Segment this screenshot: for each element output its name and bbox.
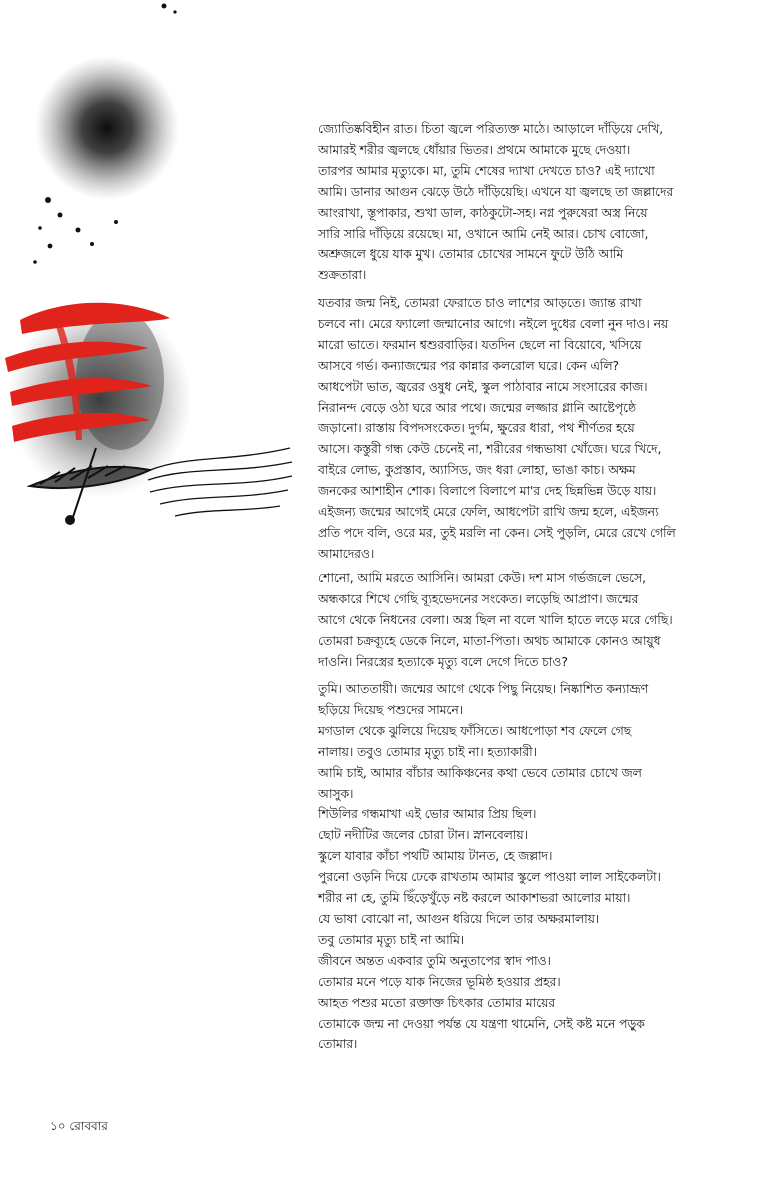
text-line: তোমরা চক্রব্যূহে ডেকে নিলে, মাতা-পিতা। অথচ আমাকে কোনও আয়ুধ — [318, 632, 661, 648]
text-line: জ্যোতিষ্কবিহীন রাত। চিতা জ্বলে পরিত্যক্ত মাঠে। আড়ালে দাঁড়িয়ে দেখি, — [318, 121, 664, 136]
text-line: আমারই শরীর জ্বলছে ধোঁয়ার ভিতর। প্রথমে আমাকে মুছে দেওয়া। — [318, 141, 631, 157]
poem-stanza-2 — [318, 293, 763, 565]
poem-stanza-3 — [318, 568, 763, 673]
text-line: আসে। কস্তুরী গন্ধ কেউ চেনেই না, শরীরের গন্ধভাষা খোঁজে। ঘরে খিদে, — [318, 441, 662, 457]
text-line: মারো ভাতে। ফরমান শ্বশুরবাড়ির। যতদিন ছেলে না বিয়োবে, খসিয়ে — [318, 336, 642, 352]
text-line: ছোট নদীটির জলের চোরা টান। স্নানবেলায়। — [318, 827, 528, 843]
text-line: আংরাখা, স্তূপাকার, শুখা ডাল, কাঠকুটো-সহ। নগ্ন পুরুষেরা অস্ত্র নিয়ে — [318, 204, 648, 220]
text-line: তোমাকে জন্ম না দেওয়া পর্যন্ত যে যন্ত্রণা থামেনি, সেই কষ্ট মনে পড়ুক — [318, 1015, 645, 1031]
text-line: সারি সারি দাঁড়িয়ে রয়েছে। মা, ওখানে আমি নেই আর। চোখ বোজো, — [318, 225, 649, 241]
text-line: জনকের আশাহীন শোক। বিলাপে বিলাপে মা'র দেহ ছিন্নভিন্ন উড়ে যায়। — [318, 483, 657, 499]
text-line: এইজন্য জন্মের আগেই মেরে ফেলি, আধপেটা রাখি জন্ম হলে, এইজন্য — [318, 504, 659, 520]
black-sun-blot — [35, 56, 179, 200]
text-line: মগডাল থেকে ঝুলিয়ে দিয়েছ ফাঁসিতে। আধপোড়া শব ফেলে গেছ — [318, 722, 632, 738]
text-line: নালায়। তবুও তোমার মৃত্যু চাই না। হত্যাকারী। — [318, 743, 537, 759]
text-line: আসবে গর্ভ। কন্যাজন্মের পর কান্নার কলরোল ঘরে। কেন এলি? — [318, 357, 619, 373]
text-line: স্কুলে যাবার কাঁচা পথটি আমায় টানত, হে জল্লাদ। — [318, 848, 553, 864]
text-line: শোনো, আমি মরতে আসিনি। আমরা কেউ। দশ মাস গর্ভজলে ভেসে, — [318, 570, 646, 585]
text-line: তুমি। আততায়ী। জন্মের আগে থেকে পিছু নিয়েছ। নিষ্কাশিত কন্যাভ্রূণ — [318, 681, 649, 696]
text-line: শরীর না হে, তুমি ছিঁড়েখুঁড়ে নষ্ট করলে আকাশভরা আলোর মায়া। — [318, 890, 631, 906]
text-line: তারপর আমার মৃত্যুকে। মা, তুমি শেষের দ্যাখা দেখতে চাও? এই দ্যাখো — [318, 162, 655, 178]
text-line: তবু তোমার মৃত্যু চাই না আমি। — [318, 931, 465, 947]
text-line: আহত পশুর মতো রক্তাক্ত চিৎকার তোমার মায়ের — [318, 994, 556, 1010]
text-line: বাইরে লোভ, কুপ্রস্তাব, অ্যাসিড, জং ধরা লোহা, ভাঙা কাচ। অক্ষম — [318, 462, 636, 478]
text-line: শিউলির গন্ধমাখা এই ভোর আমার প্রিয় ছিল। — [318, 806, 537, 822]
text-line: জীবনে অন্তত একবার তুমি অনুতাপের স্বাদ পাও। — [318, 952, 551, 968]
text-line: দাওনি। নিরস্ত্রের হত্যাকে মৃত্যু বলে দেগে দিতে চাও? — [318, 653, 568, 669]
text-line: আমি চাই, আমার বাঁচার আকিঞ্চনের কথা ভেবে তোমার চোখে জল — [318, 764, 642, 780]
text-line: প্রতি পদে বলি, ওরে মর, তুই মরলি না কেন। সেই পুড়লি, মেরে রেখে গেলি — [318, 524, 676, 540]
page-footer: ১০ রোববার — [50, 1119, 108, 1133]
text-line: জড়ানো। রাস্তায় বিপদসংকেত। দুর্গম, ক্ষুরের ধারা, পথ শীর্ণতর হয়ে — [318, 420, 635, 436]
poem-stanza-1 — [318, 119, 763, 286]
text-line: আধপেটা ভাত, জ্বরের ওষুধ নেই, স্কুল পাঠাবার নামে সংসারের কাজ। — [318, 378, 648, 394]
poem-stanza-4 — [318, 679, 763, 1055]
text-line: যে ভাষা বোঝো না, আগুন ধরিয়ে দিলে তার অক্ষরমালায়। — [318, 910, 600, 926]
text-line: আমাদেরও। — [318, 545, 375, 561]
text-line: চলবে না। মেরে ফ্যালো জন্মানোর আগে। নইলে দুধের বেলা নুন দাও। নয় — [318, 315, 669, 331]
text-line: পুরনো ওড়নি দিয়ে ঢেকে রাখতাম আমার স্কুলে পাওয়া লাল সাইকেলটা। — [318, 869, 661, 885]
text-line: নিরানন্দ বেড়ে ওঠা ঘরে আর পথে। জন্মের লজ্জার গ্লানি আষ্টেপৃষ্ঠে — [318, 399, 636, 415]
text-line: তোমার মনে পড়ে যাক নিজের ভূমিষ্ঠ হওয়ার প্রহর। — [318, 973, 561, 989]
text-line: শুক্রতারা। — [318, 267, 367, 283]
text-line: অন্ধকারে শিখে গেছি ব্যূহভেদনের সংকেত। লড়েছি আপ্রাণ। জন্মের — [318, 590, 639, 606]
text-line: যতবার জন্ম নিই, তোমরা ফেরাতে চাও লাশের আড়তে। জ্যান্ত রাখা — [318, 295, 642, 310]
text-line: অশ্রুজলে ধুয়ে যাক মুখ। তোমার চোখের সামনে ফুটে উঠি আমি — [318, 246, 624, 262]
text-line: আগে থেকে নিধনের বেলা। অস্ত্র ছিল না বলে খালি হাতে লড়ে মরে গেছি। — [318, 611, 673, 627]
text-line: তোমার। — [318, 1036, 358, 1052]
text-line: আসুক। — [318, 785, 354, 801]
text-line: আমি। ডানার আগুন ঝেড়ে উঠে দাঁড়িয়েছি। এখনে যা জ্বলছে তা জল্লাদের — [318, 183, 674, 199]
abstract-ink-illustration — [0, 0, 300, 560]
text-line: ছড়িয়ে দিয়েছ পশুদের সামনে। — [318, 701, 463, 717]
